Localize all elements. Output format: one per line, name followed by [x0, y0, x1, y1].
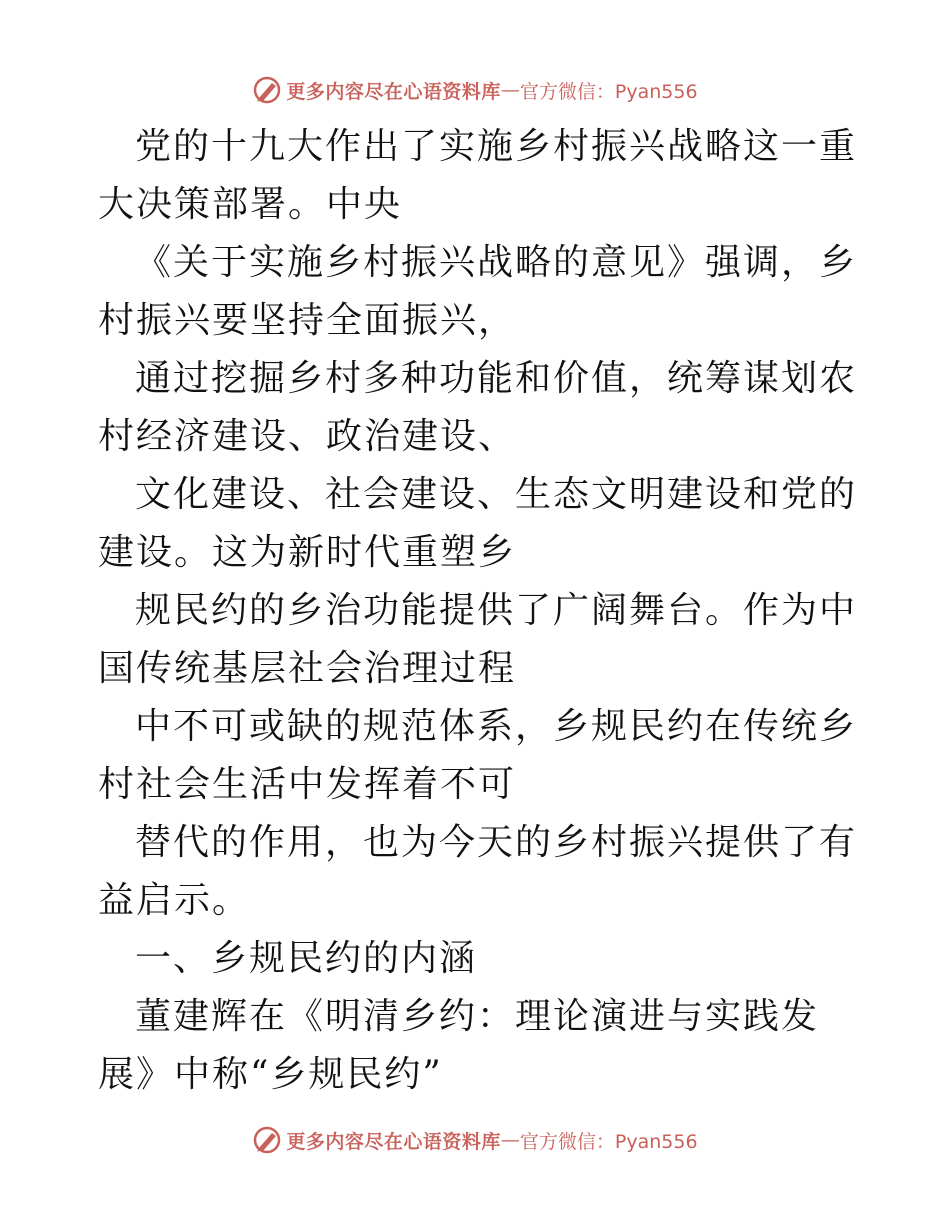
banner-wechat-text: 官方微信：Pyan556	[519, 1130, 698, 1153]
banner-brand-text: 更多内容尽在心语资料库	[286, 1130, 501, 1153]
paragraph: 党的十九大作出了实施乡村振兴战略这一重大决策部署。中央	[98, 126, 858, 225]
paragraph: 替代的作用，也为今天的乡村振兴提供了有益启示。	[98, 822, 858, 921]
paragraph: 董建辉在《明清乡约：理论演进与实践发展》中称“乡规民约”	[98, 996, 820, 1095]
pen-logo-icon	[252, 75, 282, 105]
paragraph: 《关于实施乡村振兴战略的意见》强调，乡村振兴要坚持全面振兴，	[98, 242, 858, 341]
paragraph: 中不可或缺的规范体系，乡规民约在传统乡村社会生活中发挥着不可	[98, 706, 858, 805]
document-body	[98, 118, 858, 1104]
paragraph: 文化建设、社会建设、生态文明建设和党的建设。这为新时代重塑乡	[98, 474, 858, 573]
banner-separator: —	[500, 79, 520, 101]
banner-wechat-text: 官方微信：Pyan556	[519, 80, 698, 103]
paragraph: 通过挖掘乡村多种功能和价值，统筹谋划农村经济建设、政治建设、	[98, 358, 858, 457]
header-banner	[0, 70, 950, 110]
banner-separator: —	[500, 1129, 520, 1151]
footer-banner	[0, 1120, 950, 1160]
paragraph: 规民约的乡治功能提供了广阔舞台。作为中国传统基层社会治理过程	[98, 590, 858, 689]
banner-brand-text: 更多内容尽在心语资料库	[286, 80, 501, 103]
pen-logo-icon	[252, 1125, 282, 1155]
section-heading: 一、乡规民约的内涵	[135, 938, 478, 979]
